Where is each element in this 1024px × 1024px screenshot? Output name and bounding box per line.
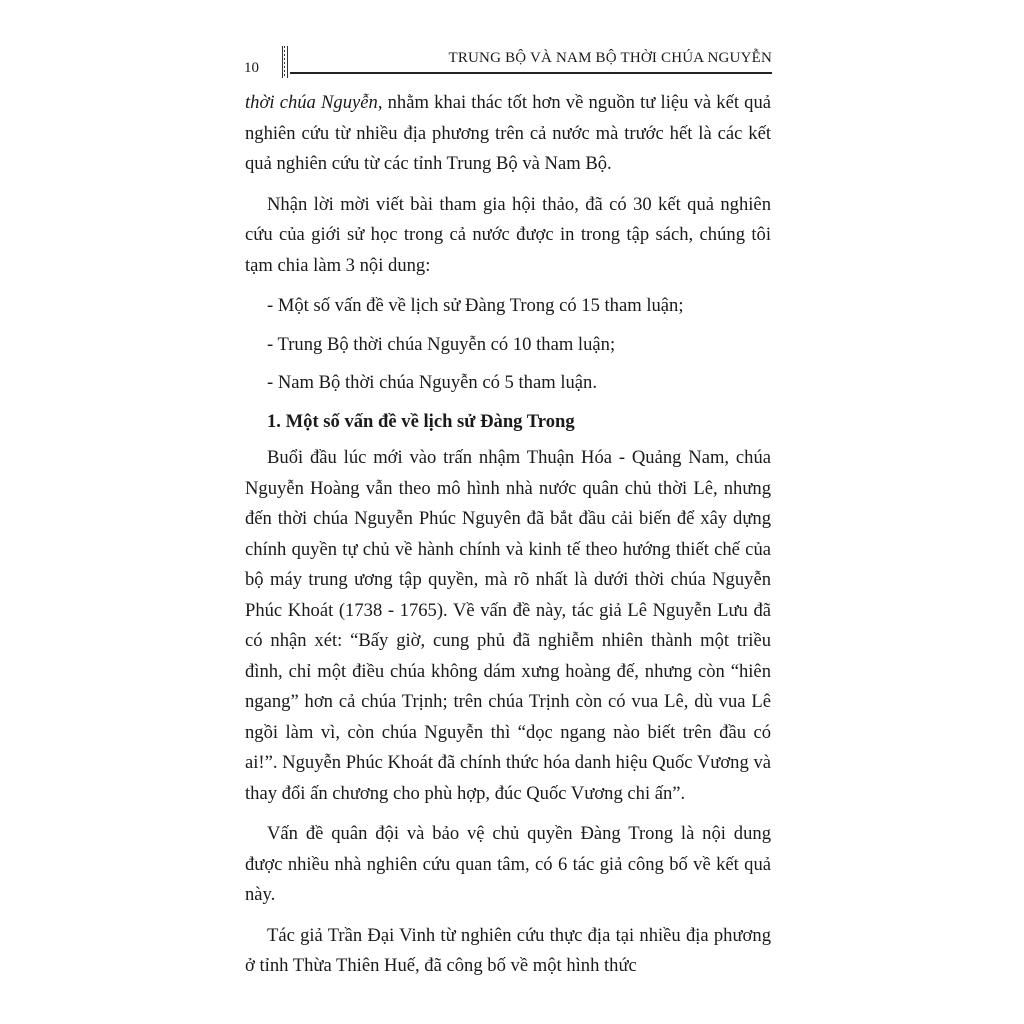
paragraph-continuation xyxy=(245,88,771,180)
paragraph: Tác giả Trần Đại Vinh từ nghiên cứu thực địa tại nhiều địa phương ở tỉnh Thừa Thiên Huế, đã công bố về một hình thức xyxy=(245,924,771,976)
list-item: - Một số vấn đề về lịch sử Đàng Trong có 15 tham luận; xyxy=(267,295,684,316)
section-heading: 1. Một số vấn đề về lịch sử Đàng Trong xyxy=(267,410,575,432)
header-rule xyxy=(290,72,772,74)
italic-phrase: thời chúa Nguyễn xyxy=(245,92,378,113)
paragraph: Buổi đầu lúc mới vào trấn nhậm Thuận Hóa - Quảng Nam, chúa Nguyễn Hoàng vẫn theo mô hình nhà nước quân chủ thời Lê, nhưng đến thời chúa Nguyễn Phúc Nguyên đã bắt đầu cải biến để xây dựng chính quyền tự chủ về hành chính và kinh tế theo hướng thiết chế của bộ máy trung ương tập quyền, mà rõ nhất là dưới thời chúa Nguyễn Phúc Khoát (1738 - 1765). Về vấn đề này, tác giả Lê Nguyễn Lưu đã có nhận xét: “Bấy giờ, cung phủ đã nghiễm nhiên thành một triều đình, chỉ một điều chúa không dám xưng hoàng đế, nhưng còn “hiên ngang” hơn cả chúa Trịnh; trên chúa Trịnh còn có vua Lê, dù vua Lê ngồi làm vì, còn chúa Nguyễn thì “dọc ngang nào biết trên đầu có ai!”. Nguyễn Phúc Khoát đã chính thức hóa danh hiệu Quốc Vương và thay đổi ấn chương cho phù hợp, đúc Quốc Vương chi ấn”. xyxy=(245,447,771,804)
list-item: - Nam Bộ thời chúa Nguyễn có 5 tham luận. xyxy=(267,372,597,393)
paragraph-intro: Nhận lời mời viết bài tham gia hội thảo, đã có 30 kết quả nghiên cứu của giới sử học trong cả nước được in trong tập sách, chúng tôi tạm chia làm 3 nội dung: xyxy=(245,193,771,276)
running-head: TRUNG BỘ VÀ NAM BỘ THỜI CHÚA NGUYỄN xyxy=(448,50,772,66)
paragraph: Vấn đề quân đội và bảo vệ chủ quyền Đàng Trong là nội dung được nhiều nhà nghiên cứu quan tâm, có 6 tác giả công bố về kết quả này. xyxy=(245,823,771,905)
paragraph-continuation-text: , nhằm khai thác tốt hơn về nguồn tư liệu và kết quả nghiên cứu từ nhiều địa phương trên cả nước mà trước hết là các kết quả nghiên cứu từ các tỉnh Trung Bộ và Nam Bộ. xyxy=(245,92,772,174)
list-item: - Trung Bộ thời chúa Nguyễn có 10 tham luận; xyxy=(267,333,616,355)
header-ornament xyxy=(282,46,288,78)
body-text xyxy=(245,88,771,992)
page-number: 10 xyxy=(244,60,259,76)
